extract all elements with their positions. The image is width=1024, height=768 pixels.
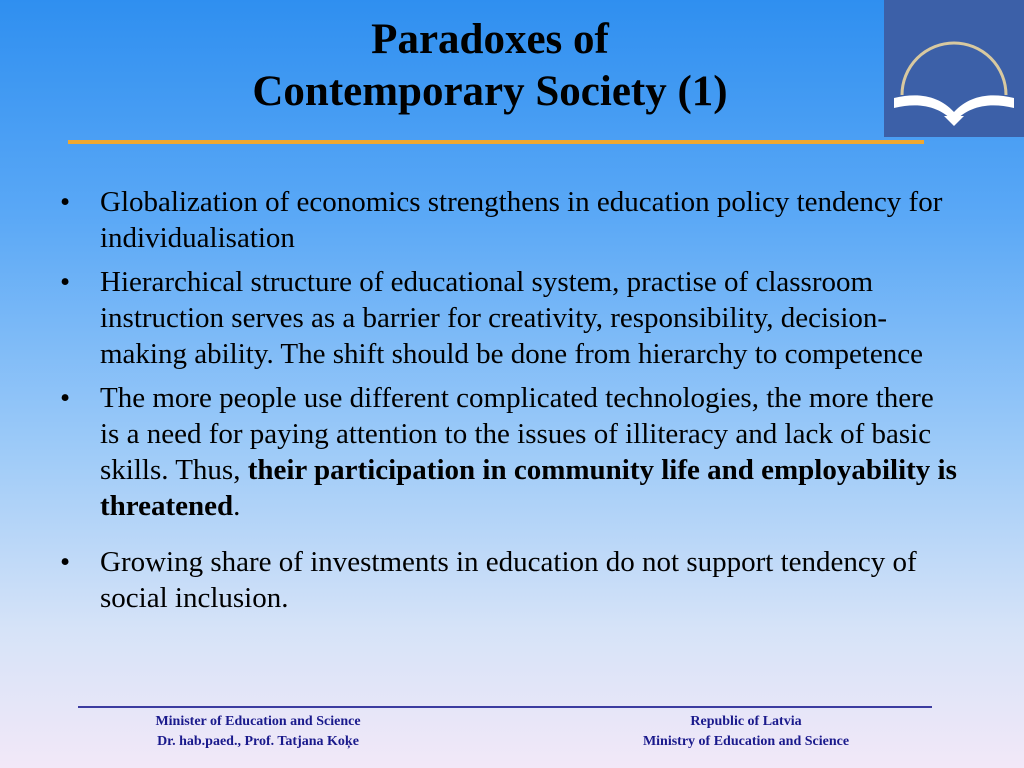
bullet-marker: • <box>60 266 71 298</box>
slide-title <box>60 14 920 118</box>
list-item <box>60 184 960 256</box>
bullet-marker: • <box>60 382 71 414</box>
footer-divider <box>78 706 932 708</box>
ministry-logo <box>884 0 1024 137</box>
bullet-text-bold: their participation in community life and employability is threatened <box>100 454 957 522</box>
footer-author <box>108 712 408 752</box>
title-underline <box>68 140 924 144</box>
bullet-marker: • <box>60 546 71 578</box>
list-item <box>60 380 960 524</box>
footer-author-name: Dr. hab.paed., Prof. Tatjana Koķe <box>157 734 359 749</box>
footer-ministry: Ministry of Education and Science <box>642 734 850 749</box>
footer-organization <box>596 712 896 752</box>
bullet-text: Hierarchical structure of educational system, practise of classroom instruction serves as a barrier for creativity, responsibility, decision-making ability. The shift should be done from hierarchy to competence <box>100 266 924 370</box>
list-item <box>60 264 960 372</box>
open-book-arch-icon <box>884 0 1024 137</box>
footer-author-role: Minister of Education and Science <box>155 714 361 729</box>
bullet-marker: • <box>60 186 71 218</box>
bullet-list <box>60 184 960 624</box>
title-line-1: Paradoxes of <box>371 16 609 63</box>
bullet-text: Growing share of investments in education do not support tendency of social inclusion. <box>100 546 917 614</box>
footer-country: Republic of Latvia <box>690 714 802 729</box>
title-line-2: Contemporary Society (1) <box>252 68 728 115</box>
bullet-text <box>100 382 957 522</box>
list-item <box>60 544 960 616</box>
bullet-text-end: . <box>233 490 241 522</box>
bullet-text-plain: The more people use different complicated technologies, the more there is a need for paying attention to the issues of illiteracy and lack of basic skills. Thus, <box>100 382 934 486</box>
bullet-text: Globalization of economics strengthens in education policy tendency for individualisation <box>100 186 943 254</box>
